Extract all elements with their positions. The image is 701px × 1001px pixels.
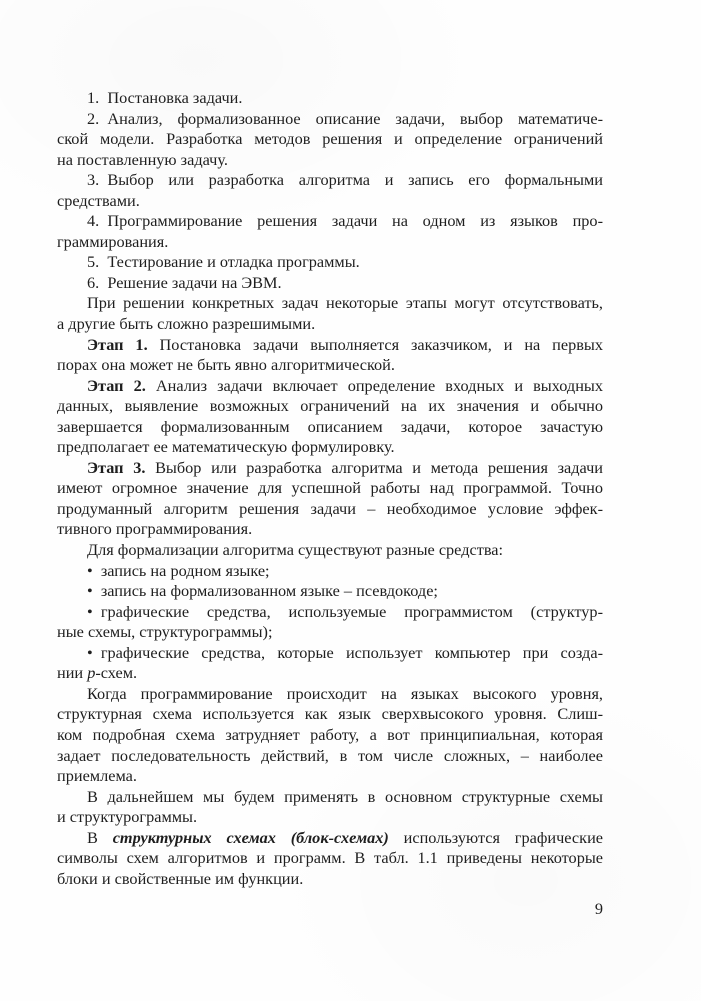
text-line [57, 376, 603, 397]
text-segment: предполагает ее математическую формулировку. [57, 437, 395, 457]
text-segment: ской модели. Разработка методов решения и определение ограничений [57, 129, 603, 149]
text-line [57, 252, 603, 273]
text-segment: ком подробная схема затрудняет работу, а вот принципиальная, которая [57, 724, 603, 744]
paragraph [57, 252, 603, 273]
text-segment: ные схемы, структурограммы); [57, 622, 273, 642]
text-segment: Анализ задачи включает определение входных и выходных [145, 375, 604, 395]
text-segment: завершается формализованным описанием задачи, которое зачастую [57, 416, 603, 436]
text-segment: символы схем алгоритмов и программ. В табл. 1.1 приведены некоторые [57, 848, 603, 868]
text-line [57, 519, 603, 540]
text-line [57, 746, 603, 767]
text-segment: блоки и свойственные им функции. [57, 868, 304, 888]
text-segment: средствами. [57, 190, 140, 210]
text-line [57, 828, 603, 849]
text-line [57, 417, 603, 438]
paragraph [57, 458, 603, 540]
paragraph [57, 293, 603, 334]
text-line [57, 725, 603, 746]
paragraph [57, 787, 603, 828]
page-number: 9 [594, 899, 603, 918]
text-segment: тивного программирования. [57, 519, 253, 539]
text-line [57, 478, 603, 499]
text-line [57, 581, 603, 602]
text-segment: имеют огромное значение для успешной работы над программой. Точно [57, 478, 603, 498]
text-line [57, 150, 603, 171]
text-line [57, 602, 603, 623]
text-line [57, 458, 603, 479]
text-segment: и структурограммы. [57, 807, 198, 827]
text-line [57, 232, 603, 253]
text-segment: Этап 2. [87, 375, 146, 395]
text-segment: • графические средства, используемые программистом (структур- [87, 601, 603, 621]
text-line [57, 499, 603, 520]
text-segment: приемлема. [57, 766, 137, 786]
text-segment: порах она может не быть явно алгоритмической. [57, 355, 395, 375]
text-segment: Когда программирование происходит на языках высокого уровня, [87, 683, 603, 703]
text-line [57, 766, 603, 787]
text-segment: При решении конкретных задач некоторые этапы могут отсутствовать, [87, 293, 603, 313]
paragraph [57, 643, 603, 684]
text-segment: данных, выявление возможных ограничений на их значения и обычно [57, 396, 603, 416]
text-line [57, 787, 603, 808]
text-segment: • запись на формализованном языке – псевдокоде; [87, 581, 438, 601]
paragraph [57, 581, 603, 602]
paragraph [57, 540, 603, 561]
text-line [57, 335, 603, 356]
paragraph [57, 561, 603, 582]
text-line [57, 663, 603, 684]
text-line [57, 561, 603, 582]
text-line [57, 684, 603, 705]
text-segment: • графические средства, которые использует компьютер при созда- [87, 642, 603, 662]
text-segment: нии [57, 663, 88, 683]
text-segment: продуманный алгоритм решения задачи – необходимое условие эффек- [57, 498, 603, 518]
text-line [57, 88, 603, 109]
text-line [57, 622, 603, 643]
text-line [57, 540, 603, 561]
paragraph [57, 335, 603, 376]
text-line [57, 273, 603, 294]
paragraph [57, 170, 603, 211]
text-segment: р [87, 663, 96, 683]
text-segment: 5. Тестирование и отладка программы. [87, 252, 360, 272]
text-segment: структурная схема используется как язык сверхвысокого уровня. Слиш- [57, 704, 603, 724]
text-line [57, 643, 603, 664]
text-segment: задает последовательность действий, в том числе сложных, – наиболее [57, 745, 603, 765]
text-block [57, 88, 603, 889]
text-line [57, 396, 603, 417]
text-line [57, 848, 603, 869]
text-line [57, 314, 603, 335]
text-segment: -схем. [95, 663, 138, 683]
text-line [57, 355, 603, 376]
text-segment: на поставленную задачу. [57, 149, 228, 169]
text-segment: 4. Программирование решения задачи на одном из языков про- [87, 211, 603, 231]
text-line [57, 109, 603, 130]
paragraph [57, 828, 603, 890]
text-segment: В [87, 827, 113, 847]
text-segment: Этап 3. [87, 457, 146, 477]
text-segment: Для формализации алгоритма существуют разные средства: [87, 540, 504, 560]
text-line [57, 129, 603, 150]
text-segment: 3. Выбор или разработка алгоритма и запись его формальными [87, 170, 603, 190]
paragraph [57, 109, 603, 171]
text-segment: граммирования. [57, 231, 169, 251]
text-segment: • запись на родном языке; [87, 560, 270, 580]
paragraph [57, 88, 603, 109]
text-line [57, 293, 603, 314]
text-segment: 2. Анализ, формализованное описание задачи, выбор математиче- [87, 108, 603, 128]
text-segment: Выбор или разработка алгоритма и метода решения задачи [145, 457, 604, 477]
text-segment: используются графические [388, 827, 604, 847]
text-segment: структурных схемах (блок-схемах) [112, 827, 389, 847]
text-segment: Этап 1. [87, 334, 148, 354]
text-line [57, 869, 603, 890]
text-line [57, 807, 603, 828]
text-line [57, 437, 603, 458]
paragraph [57, 211, 603, 252]
paragraph [57, 273, 603, 294]
text-segment: 1. Постановка задачи. [87, 88, 243, 107]
paragraph [57, 684, 603, 787]
paragraph [57, 602, 603, 643]
text-segment: а другие быть сложно разрешимыми. [57, 314, 316, 334]
paragraph [57, 376, 603, 458]
text-segment: Постановка задачи выполняется заказчиком, и на первых [147, 334, 603, 354]
text-segment: В дальнейшем мы будем применять в основном структурные схемы [87, 786, 603, 806]
text-line [57, 191, 603, 212]
text-line [57, 704, 603, 725]
text-segment: 6. Решение задачи на ЭВМ. [87, 272, 282, 292]
text-line [57, 211, 603, 232]
text-line [57, 170, 603, 191]
